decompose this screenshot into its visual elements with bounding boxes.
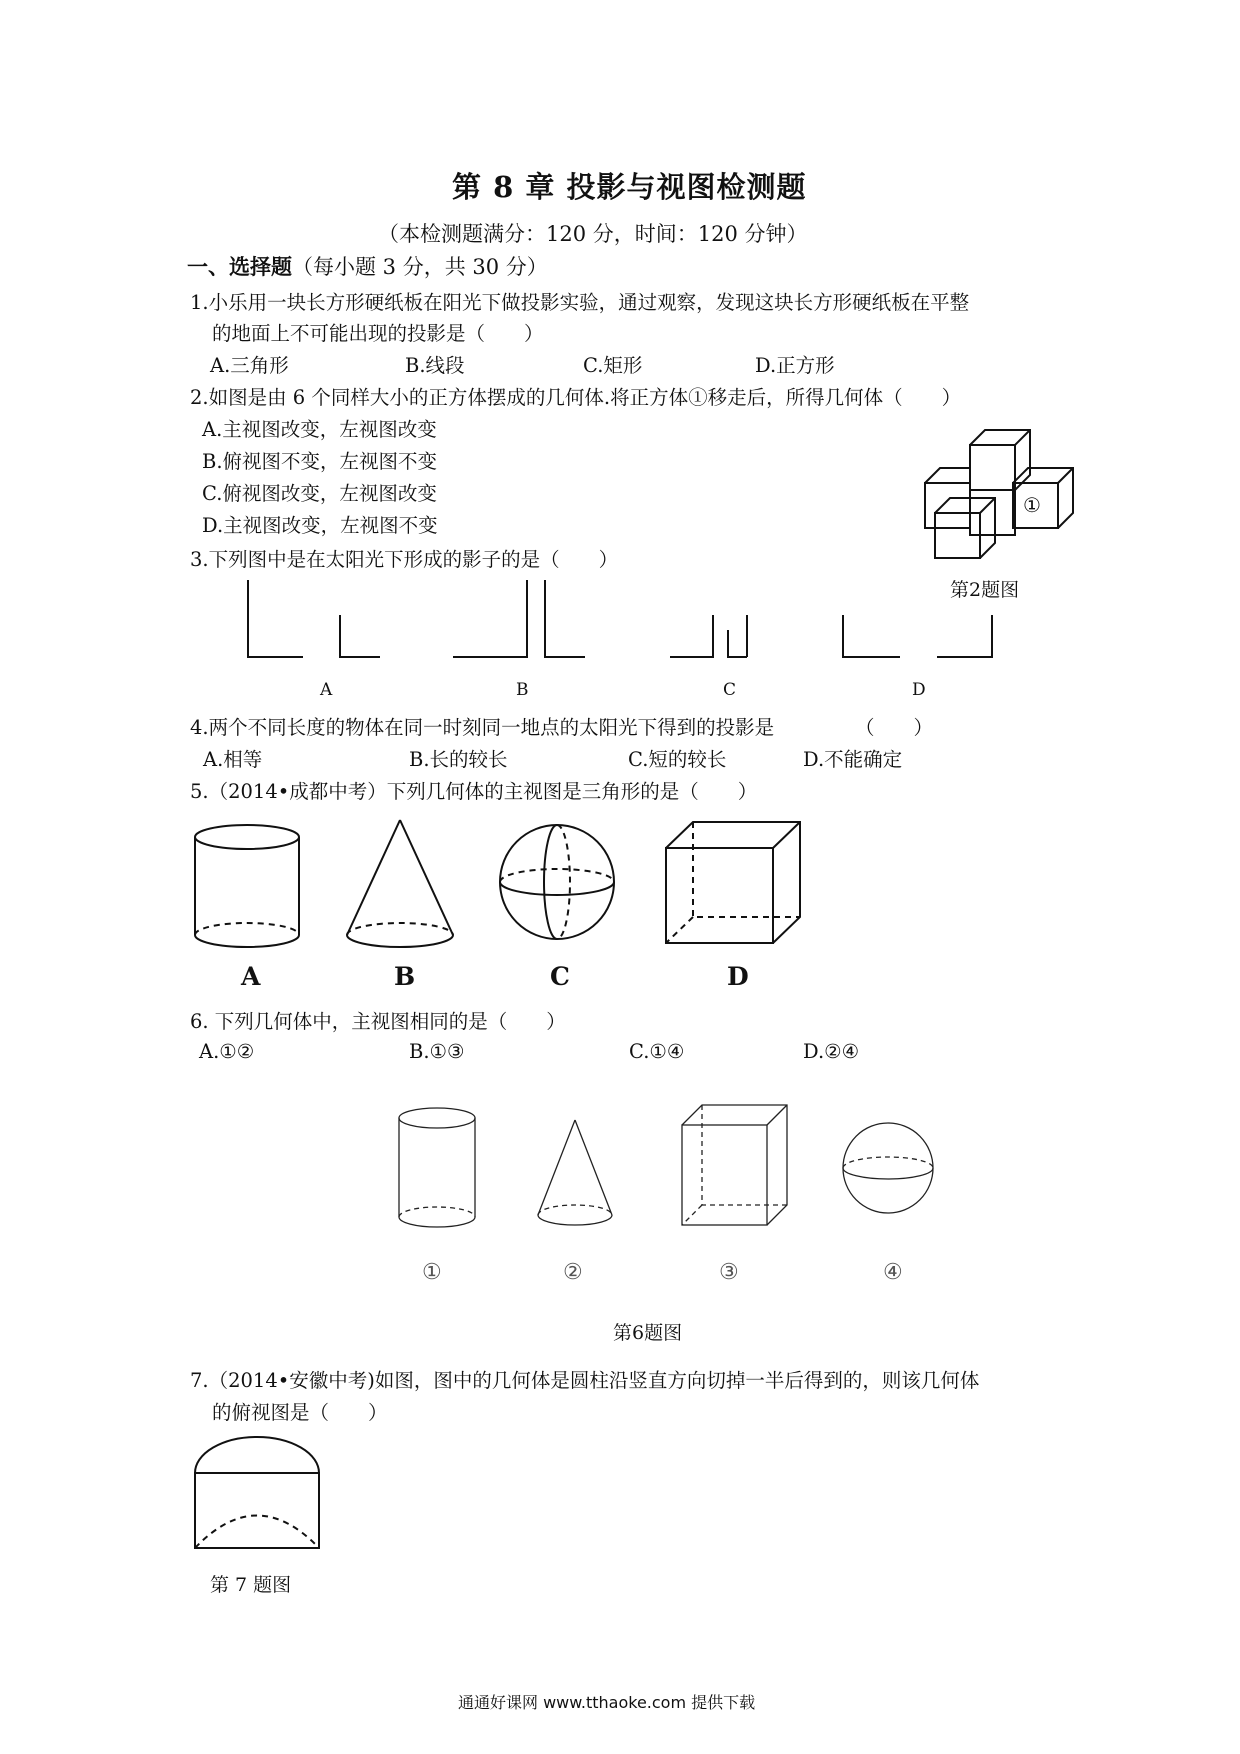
q4-option-c: C.短的较长 (628, 748, 727, 771)
q6-cube (682, 1105, 787, 1225)
page-title: 第 8 章 投影与视图检测题 (452, 170, 807, 204)
q6-option-d: D.②④ (803, 1040, 860, 1063)
q4-option-b: B.长的较长 (409, 748, 508, 771)
q3-label-a: A (320, 680, 333, 700)
q2-option-b: B.俯视图不变，左视图不变 (202, 450, 438, 473)
q5-stem: 5.（2014•成都中考）下列几何体的主视图是三角形的是（ ） (190, 780, 758, 803)
section-heading (187, 251, 548, 281)
page-subtitle: （本检测题满分：120 分，时间：120 分钟） (378, 222, 808, 246)
q6-cone (538, 1120, 612, 1225)
q6-option-c: C.①④ (629, 1040, 685, 1063)
q2-option-a: A.主视图改变，左视图改变 (202, 418, 437, 441)
q1-option-b: B.线段 (405, 354, 465, 377)
q3-figure-b (453, 580, 585, 657)
q4-option-d: D.不能确定 (803, 748, 903, 771)
q6-label-3: ③ (719, 1260, 739, 1285)
q3-figure-c (670, 615, 747, 657)
q6-option-b: B.①③ (409, 1040, 465, 1063)
q6-solids-figure (395, 1105, 935, 1235)
q2-option-d: D.主视图改变，左视图不变 (202, 514, 438, 537)
q7-half-cylinder-figure (193, 1435, 323, 1555)
q2-cubes-figure (925, 425, 1075, 560)
q4-paren: （ ） (855, 716, 934, 739)
page-footer: 通通好课网 www.tthaoke.com 提供下载 (458, 1693, 756, 1712)
q5-cone (347, 820, 453, 947)
q1-option-c: C.矩形 (583, 354, 643, 377)
q1-option-a: A.三角形 (210, 354, 289, 377)
q1-line2: 的地面上不可能出现的投影是（ ） (212, 322, 544, 345)
q2-cube-mark: ① (1023, 493, 1041, 517)
q5-label-b: B (394, 962, 416, 991)
section-title: 一、选择题 (187, 254, 292, 279)
q3-label-b: B (516, 680, 529, 700)
q3-label-d: D (912, 680, 926, 700)
q5-cylinder (195, 825, 299, 947)
q5-sphere (500, 825, 614, 939)
q2-caption: 第2题图 (950, 579, 1020, 601)
q7-line1: 7.（2014•安徽中考)如图，图中的几何体是圆柱沿竖直方向切掉一半后得到的，则该几何体 (190, 1369, 980, 1392)
q6-label-1: ① (422, 1260, 442, 1285)
q6-caption: 第6题图 (613, 1322, 683, 1344)
cube-marked (1013, 468, 1073, 528)
q2-option-c: C.俯视图改变，左视图改变 (202, 482, 437, 505)
q3-stem: 3.下列图中是在太阳光下形成的影子的是（ ） (190, 548, 619, 571)
q6-stem: 6. 下列几何体中，主视图相同的是（ ） (190, 1010, 566, 1033)
q1-option-d: D.正方形 (755, 354, 835, 377)
q6-label-2: ② (563, 1260, 583, 1285)
q6-cylinder (399, 1108, 475, 1227)
q3-figure-d (843, 615, 992, 657)
q5-label-c: C (550, 962, 570, 991)
q5-cube (666, 822, 800, 943)
q3-figure-a (248, 580, 380, 657)
q6-option-a: A.①② (199, 1040, 255, 1063)
q6-sphere (843, 1123, 933, 1213)
q5-label-d: D (727, 962, 749, 991)
section-note: （每小题 3 分，共 30 分） (292, 255, 548, 279)
q7-line2: 的俯视图是（ ） (212, 1401, 388, 1424)
q2-stem: 2.如图是由 6 个同样大小的正方体摆成的几何体.将正方体①移走后，所得几何体（ ） (190, 386, 962, 409)
cube-top (970, 430, 1030, 490)
q1-line1: 1.小乐用一块长方形硬纸板在阳光下做投影实验，通过观察，发现这块长方形硬纸板在平整 (190, 291, 970, 314)
q4-option-a: A.相等 (203, 748, 263, 771)
q7-caption: 第 7 题图 (210, 1574, 292, 1596)
q5-solids-figure (190, 820, 830, 960)
q6-label-4: ④ (883, 1260, 903, 1285)
q4-stem: 4.两个不同长度的物体在同一时刻同一地点的太阳光下得到的投影是 (190, 716, 775, 739)
q5-label-a: A (241, 962, 261, 991)
q3-shadow-figures (240, 575, 1010, 665)
q3-label-c: C (723, 680, 737, 700)
